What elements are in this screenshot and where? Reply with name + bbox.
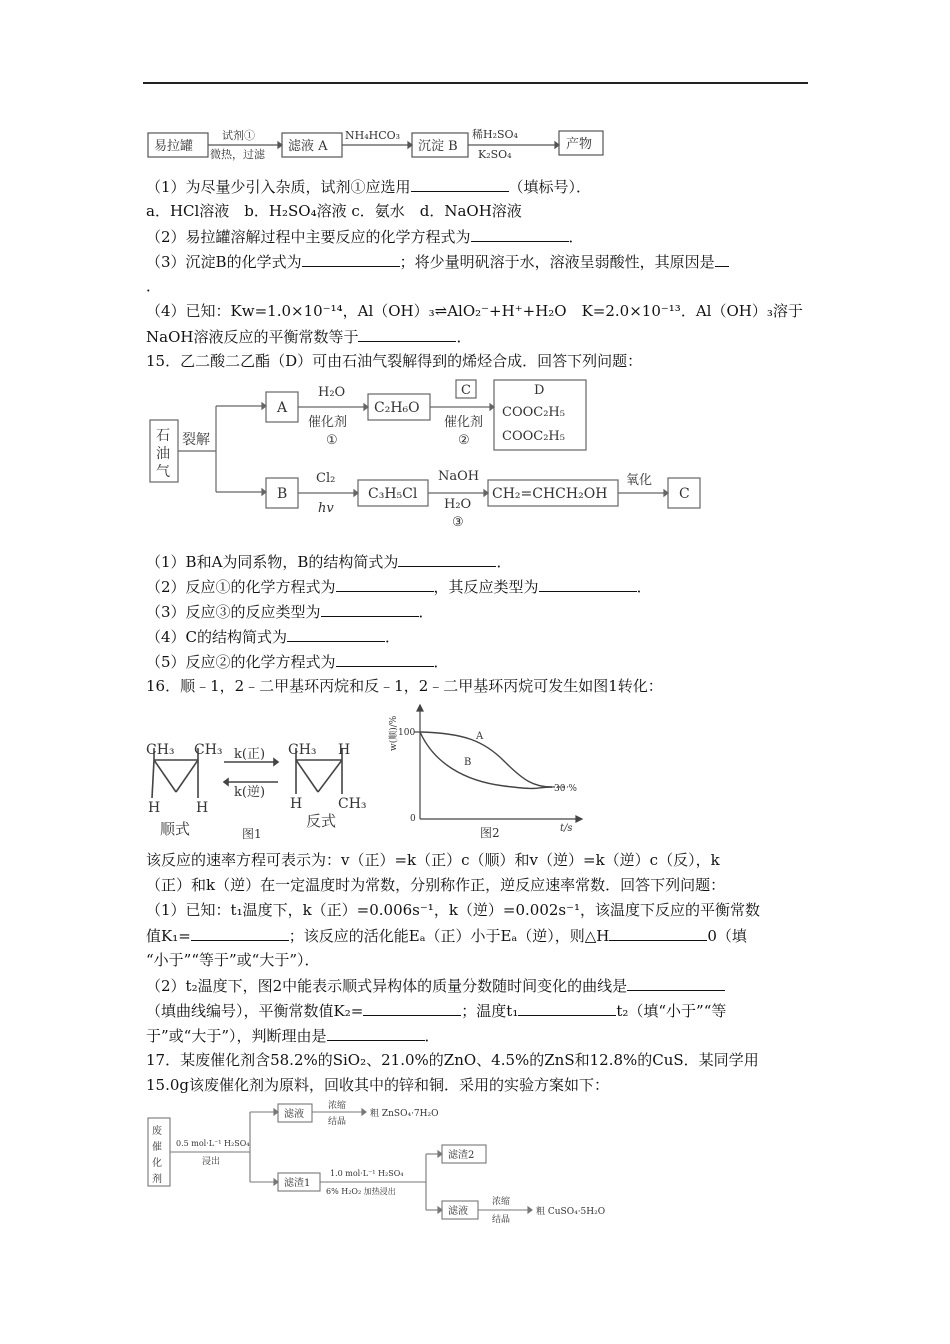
cis-h-left: H xyxy=(148,800,161,816)
q15-part2: （2）反应①的化学方程式为 ，其反应类型为 ． xyxy=(146,578,652,596)
box-filtrate-2: 滤液 xyxy=(448,1206,468,1217)
q15-ester-line-1: COOC₂H₅ xyxy=(502,405,565,420)
trans-ch3-bottom: CH₃ xyxy=(338,796,367,812)
flow-box-filtrate-a: 滤液 A xyxy=(288,139,328,154)
q15-title: 15．乙二酸二乙酯（D）可由石油气裂解得到的烯烃合成．回答下列问题： xyxy=(146,352,643,370)
fig2-30-percent: 30 % xyxy=(554,784,577,794)
q15-part5: （5）反应②的化学方程式为 ． xyxy=(146,653,449,671)
evap-label-2a: 浓缩 xyxy=(492,1197,511,1207)
q15-source-1: 石 xyxy=(156,428,170,444)
cis-ch3-left: CH₃ xyxy=(146,742,175,758)
q15-crack-label: 裂解 xyxy=(182,432,210,448)
h2o2-label: 6% H₂O₂ 加热浸出 xyxy=(326,1187,396,1196)
q16-text-1: 该反应的速率方程可表示为：v（正）=k（正）c（顺）和v（逆）=k（逆）c（反），k xyxy=(146,851,720,869)
q15-box-a: A xyxy=(277,400,288,416)
fig2-y-0: 0 xyxy=(410,814,416,824)
fig2-x-axis-label: t/s xyxy=(560,823,573,834)
trans-h-bottom: H xyxy=(290,796,303,812)
q15-h2o-label-2: H₂O xyxy=(444,497,472,512)
flow-reagent-label: 试剂① xyxy=(222,129,255,142)
box-filtrate: 滤液 xyxy=(284,1109,304,1120)
q15-part3: （3）反应③的反应类型为 ． xyxy=(146,603,434,621)
q16-part2-cont: （填曲线编号），平衡常数值K₂= ；温度t₁ t₂（填“小于”“等 xyxy=(146,1002,727,1020)
q15-box-c: C xyxy=(679,486,690,502)
box-residue-2: 滤渣2 xyxy=(448,1150,475,1161)
q15-ester-line-2: COOC₂H₅ xyxy=(502,429,565,444)
trans-h-top: H xyxy=(338,742,351,758)
q15-source-2: 油 xyxy=(156,446,170,462)
q15-oxidation-label: 氧化 xyxy=(626,473,653,488)
q15-cl2-label: Cl₂ xyxy=(316,471,336,486)
forward-rate-label: k(正) xyxy=(234,747,266,762)
q16-text-2: （正）和k（逆）在一定温度时为常数，分别称作正，逆反应速率常数．回答下列问题： xyxy=(146,876,726,894)
q15-c-reagent: C xyxy=(461,383,471,398)
q15-box-b: B xyxy=(277,486,288,502)
q16-title: 16．顺﹣1，2﹣二甲基环丙烷和反﹣1，2﹣二甲基环丙烷可发生如图1转化： xyxy=(146,677,663,695)
q15-catalyst-label-1: 催化剂 xyxy=(308,415,348,430)
q16-figure2-curves xyxy=(384,703,584,843)
flow-box-product: 产物 xyxy=(566,137,593,152)
q16-part2: （2）t₂温度下，图2中能表示顺式异构体的质量分数随时间变化的曲线是 xyxy=(146,975,725,996)
q14-part2: （2）易拉罐溶解过程中主要反应的化学方程式为 ． xyxy=(146,228,584,246)
q16-figure1-isomerization xyxy=(146,738,386,842)
evap-label-1a: 浓缩 xyxy=(328,1101,347,1111)
q15-step-1: ① xyxy=(326,433,338,448)
q15-box-c3h5cl: C₃H₅Cl xyxy=(368,486,418,502)
cis-label: 顺式 xyxy=(160,820,191,838)
q14-options: a．HCl溶液 b．H₂SO₄溶液 c．氨水 d．NaOH溶液 xyxy=(146,202,522,220)
leach-label-1: 浸出 xyxy=(202,1157,221,1167)
flow-diagram-aluminum xyxy=(146,125,616,163)
q15-part1: （1）B和A为同系物，B的结构简式为 ． xyxy=(146,553,512,571)
flow-box-precipitate-b: 沉淀 B xyxy=(418,139,458,154)
reverse-rate-label: k(逆) xyxy=(234,785,266,800)
trans-label: 反式 xyxy=(306,812,337,830)
flow-h2so4-label: 稀H₂SO₄ xyxy=(472,128,518,141)
q15-catalyst-label-2: 催化剂 xyxy=(444,415,484,430)
q15-h2o-label: H₂O xyxy=(318,385,346,400)
q14-part4: （4）已知：Kw=1.0×10⁻¹⁴，Al（OH）₃⇌AlO₂⁻+H⁺+H₂O K=2.0×10⁻¹³．Al（OH）₃溶于 xyxy=(146,302,803,320)
catalyst-label-1: 废 xyxy=(152,1126,162,1137)
q16-part1: （1）已知：t₁温度下，k（正）=0.006s⁻¹，k（逆）=0.002s⁻¹，该温度下反应的平衡常数 xyxy=(146,901,761,919)
q14-part1: （1）为尽量少引入杂质，试剂①应选用 （填标号）． xyxy=(146,178,592,196)
q15-synthesis-diagram xyxy=(146,378,704,534)
q17-text-2: 15.0g该废催化剂为原料，回收其中的锌和铜．采用的实验方案如下： xyxy=(146,1076,610,1094)
flow-k2so4-label: K₂SO₄ xyxy=(478,148,512,161)
q14-part3: （3）沉淀B的化学式为 ；将少量明矾溶于水，溶液呈弱酸性，其原因是 xyxy=(146,251,729,272)
q17-recovery-flowchart xyxy=(146,1098,616,1226)
q14-part4-cont: NaOH溶液反应的平衡常数等于 ． xyxy=(146,328,472,346)
evap-label-1b: 结晶 xyxy=(328,1117,347,1127)
q16-part1-end: “小于”“等于”或“大于”）． xyxy=(146,951,320,969)
flow-nh4hco3-label: NH₄HCO₃ xyxy=(345,129,401,142)
q15-source-3: 气 xyxy=(156,464,170,480)
q15-step-2: ② xyxy=(458,433,470,448)
q16-part1-cont: 值K₁= ；该反应的活化能Eₐ（正）小于Eₐ（逆），则△H 0（填 xyxy=(146,927,747,945)
q15-product-d-label: D xyxy=(534,383,545,398)
evap-label-2b: 结晶 xyxy=(492,1215,511,1225)
q15-hv-label: hv xyxy=(318,501,334,516)
figure2-caption: 图2 xyxy=(480,826,500,840)
flow-heat-filter-label: 微热，过滤 xyxy=(210,148,265,161)
fig2-y-axis-label: w(顺)/% xyxy=(389,715,399,751)
catalyst-label-4: 剂 xyxy=(152,1174,162,1185)
flow-box-can: 易拉罐 xyxy=(154,139,194,154)
q15-box-c2h6o: C₂H₆O xyxy=(374,400,420,416)
copper-sulfate-product: 粗 CuSO₄·5H₂O xyxy=(536,1207,606,1217)
curve-a-label: A xyxy=(476,731,484,742)
box-residue-1: 滤渣1 xyxy=(284,1178,311,1189)
q17-text-1: 17．某废催化剂含58.2%的SiO₂、21.0%的ZnO、4.5%的ZnS和12.8%的CuS．某同学用 xyxy=(146,1051,759,1069)
q15-step-3: ③ xyxy=(452,515,464,530)
q15-naoh-label: NaOH xyxy=(438,469,480,484)
cis-h-right: H xyxy=(196,800,209,816)
catalyst-label-2: 催 xyxy=(152,1142,162,1153)
q14-part3-end: ． xyxy=(146,277,162,295)
header-rule xyxy=(143,82,808,84)
fig2-y-100: 100 xyxy=(398,728,416,738)
q15-box-allyl-alcohol: CH₂=CHCH₂OH xyxy=(492,486,608,502)
catalyst-label-3: 化 xyxy=(152,1158,162,1169)
cis-ch3-right: CH₃ xyxy=(194,742,223,758)
acid-label-1: 0.5 mol·L⁻¹ H₂SO₄ xyxy=(176,1139,250,1148)
zinc-sulfate-product: 粗 ZnSO₄·7H₂O xyxy=(370,1109,439,1119)
q16-part2-end: 于”或“大于”），判断理由是 ． xyxy=(146,1027,440,1045)
q15-part4: （4）C的结构简式为 ． xyxy=(146,628,401,646)
acid-label-2: 1.0 mol·L⁻¹ H₂SO₄ xyxy=(330,1169,404,1178)
trans-ch3-top: CH₃ xyxy=(288,742,317,758)
curve-b-label: B xyxy=(464,757,472,768)
figure1-caption: 图1 xyxy=(242,827,262,841)
